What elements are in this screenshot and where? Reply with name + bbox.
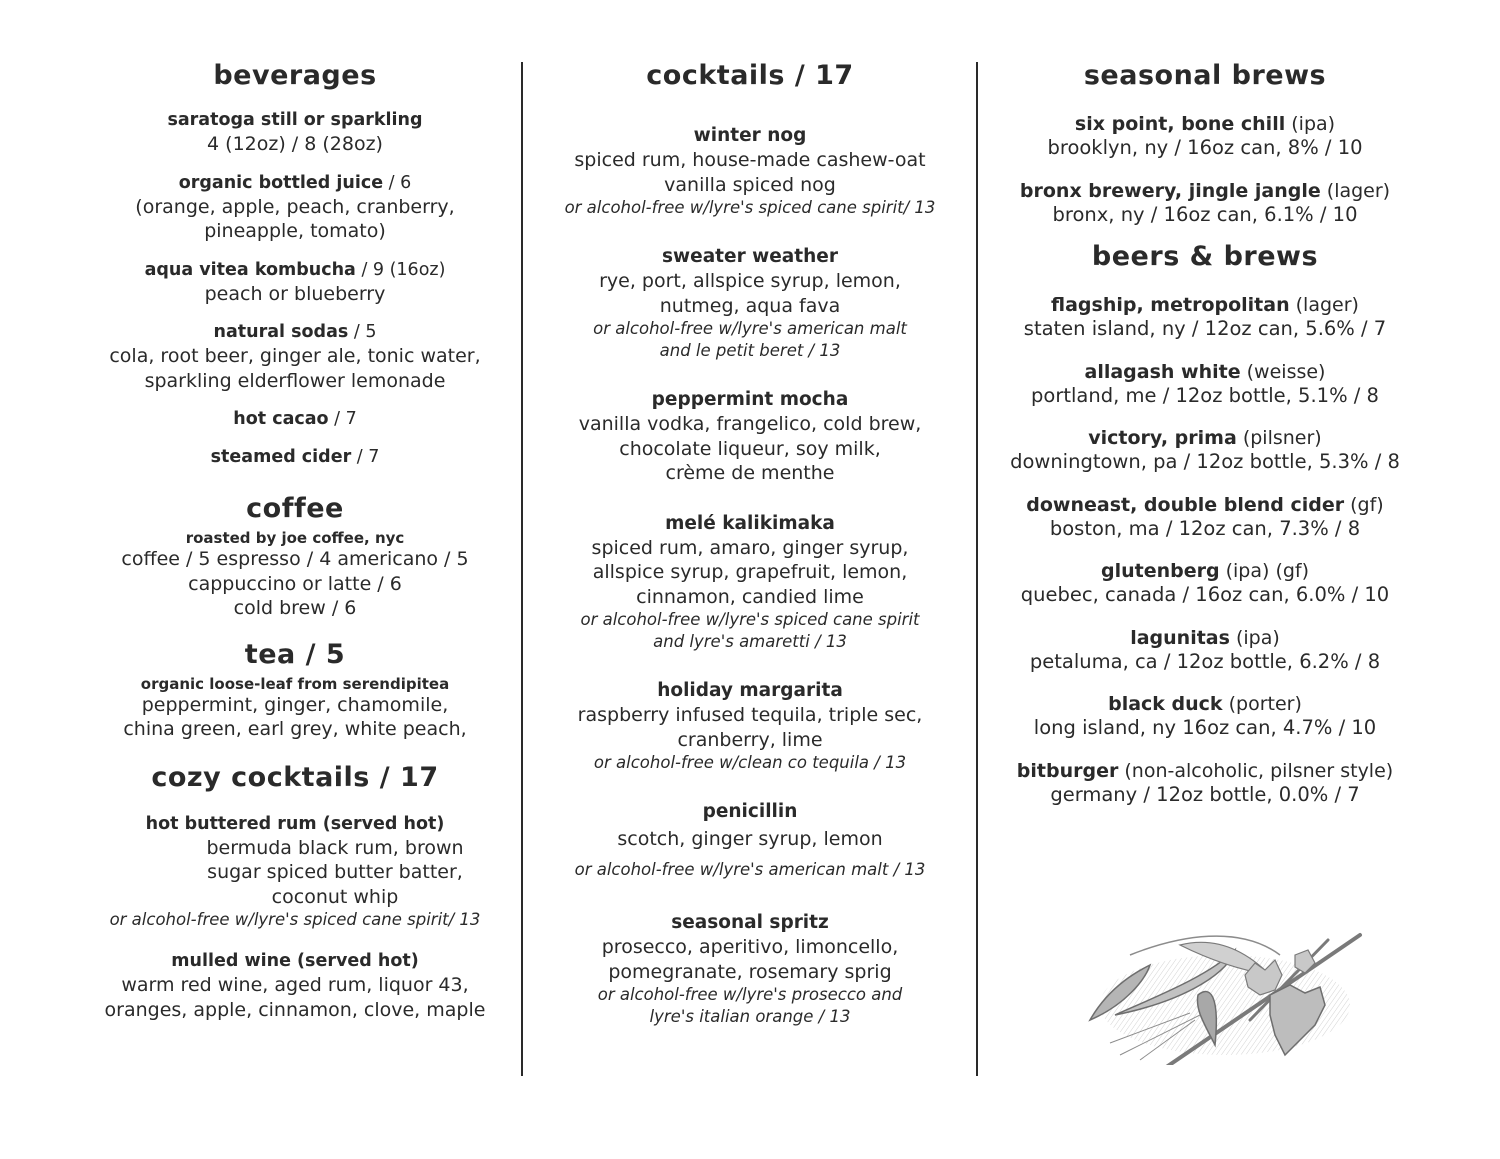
item-description: crème de menthe (665, 462, 835, 484)
beer-detail: long island, ny 16oz can, 4.7% / 10 (1033, 716, 1377, 739)
alcohol-free-option: or alcohol-free w/lyre's spiced cane spirit (580, 610, 920, 629)
item-description: pineapple, tomato) (204, 220, 386, 242)
coffee-section (90, 489, 500, 621)
menu-item (90, 171, 500, 244)
beer-style: (lager) (1289, 294, 1359, 316)
beer-style: (porter) (1222, 693, 1302, 715)
tea-section (90, 635, 500, 742)
item-description: spiced rum, house-made cashew-oat (574, 149, 926, 171)
beer-detail: petaluma, ca / 12oz bottle, 6.2% / 8 (1029, 649, 1381, 673)
item-price: / 6 (383, 172, 412, 193)
item-name: bronx brewery, jingle jangle (1019, 179, 1321, 202)
menu-item (90, 320, 500, 393)
beer-style: (pilsner) (1236, 427, 1322, 449)
item-price: / 5 (348, 322, 377, 342)
item-description: 4 (12oz) / 8 (28oz) (207, 133, 383, 155)
item-description: warm red wine, aged rum, liquor 43, (121, 974, 469, 996)
item-description: vanilla spiced nog (664, 173, 836, 196)
item-name: mulled wine (served hot) (171, 951, 419, 971)
beer-detail: brooklyn, ny / 16oz can, 8% / 10 (1047, 136, 1363, 159)
item-description: rye, port, allspice syrup, lemon, (599, 270, 901, 292)
menu-item (540, 679, 960, 774)
section-title-cocktails: cocktails / 17 (646, 60, 854, 91)
menu-item (540, 911, 960, 1028)
section-subtitle: roasted by joe coffee, nyc (185, 529, 405, 547)
botanical-sketch-icon (1070, 915, 1370, 1065)
item-description: cola, root beer, ginger ale, tonic water, (109, 345, 481, 367)
item-description: raspberry infused tequila, triple sec, (577, 704, 923, 726)
item-description: cinnamon, candied lime (636, 585, 864, 608)
beer-detail: staten island, ny / 12oz can, 5.6% / 7 (1023, 317, 1387, 340)
beer-detail: bronx, ny / 16oz can, 6.1% / 10 (1052, 202, 1358, 226)
alcohol-free-option: or alcohol-free w/lyre's spiced cane spirit/ 13 (564, 198, 936, 217)
item-name: sweater weather (662, 246, 838, 267)
coffee-line: cold brew / 6 (233, 597, 357, 619)
item-description: scotch, ginger syrup, lemon (617, 828, 883, 850)
item-description: peach or blueberry (204, 282, 386, 305)
item-name: victory, prima (1088, 427, 1237, 449)
menu-item (90, 258, 500, 307)
item-name: six point, bone chill (1074, 113, 1286, 135)
item-description: pomegranate, rosemary sprig (608, 960, 892, 983)
menu-item (90, 407, 500, 431)
beer-detail: portland, me / 12oz bottle, 5.1% / 8 (1031, 383, 1379, 407)
item-name: seasonal spritz (671, 912, 829, 933)
cozy-cocktails-section (90, 758, 500, 1023)
menu-item (540, 388, 960, 486)
item-name: hot buttered rum (served hot) (145, 813, 445, 834)
beer-detail: germany / 12oz bottle, 0.0% / 7 (1050, 782, 1360, 806)
alcohol-free-option: or alcohol-free w/lyre's spiced cane spirit/ 13 (109, 910, 481, 929)
menu-item (995, 426, 1415, 475)
item-name: flagship, metropolitan (1051, 294, 1290, 316)
menu-item (995, 179, 1415, 228)
menu-item (540, 800, 960, 885)
item-price: / 7 (351, 447, 380, 467)
item-name: steamed cider (210, 447, 352, 467)
item-description: coconut whip (271, 885, 399, 908)
menu-item (90, 812, 500, 932)
item-name: aqua vitea kombucha (144, 259, 356, 280)
alcohol-free-option: and le petit beret / 13 (659, 341, 841, 360)
menu-item (995, 293, 1415, 342)
menu-item (90, 445, 500, 469)
tea-line: china green, earl grey, white peach, (123, 718, 467, 740)
tea-line: peppermint, ginger, chamomile, (141, 693, 449, 716)
item-description: nutmeg, aqua fava (659, 294, 841, 317)
beer-style: (lager) (1320, 179, 1391, 202)
item-name: lagunitas (1130, 626, 1230, 649)
beer-style: (non-alcoholic, pilsner style) (1118, 759, 1394, 782)
item-description: vanilla vodka, frangelico, cold brew, (578, 413, 922, 435)
section-title-seasonal-brews: seasonal brews (1083, 60, 1327, 91)
menu-item (995, 112, 1415, 161)
menu-item (995, 626, 1415, 675)
beer-style: (weisse) (1240, 360, 1326, 383)
item-description: sugar spiced butter batter, (207, 861, 463, 883)
item-name: natural sodas (213, 322, 349, 342)
item-name: winter nog (693, 125, 807, 146)
item-name: penicillin (702, 801, 798, 822)
item-name: hot cacao (233, 409, 329, 429)
alcohol-free-option: or alcohol-free w/clean co tequila / 13 (593, 753, 907, 772)
item-name: melé kalikimaka (665, 512, 835, 534)
menu-item (995, 759, 1415, 808)
section-title-cozy-cocktails: cozy cocktails / 17 (151, 761, 439, 793)
alcohol-free-option: or alcohol-free w/lyre's american malt / 13 (574, 860, 926, 879)
item-description: oranges, apple, cinnamon, clove, maple (104, 998, 486, 1021)
beer-style: (ipa) (gf) (1219, 560, 1310, 582)
item-description: allspice syrup, grapefruit, lemon, (592, 561, 908, 583)
column-divider (521, 62, 523, 1076)
column-divider (976, 62, 978, 1076)
alcohol-free-option: lyre's italian orange / 13 (649, 1007, 851, 1026)
alcohol-free-option: or alcohol-free w/lyre's prosecco and (597, 985, 903, 1004)
item-name: downeast, double blend cider (1026, 493, 1345, 516)
menu-item (90, 108, 500, 157)
menu-item (995, 493, 1415, 542)
menu-item (540, 512, 960, 654)
item-description: cranberry, lime (677, 728, 823, 751)
item-price: / 9 (16oz) (355, 259, 446, 280)
item-name: holiday margarita (657, 680, 843, 701)
item-price: / 7 (328, 409, 357, 429)
beer-style: (gf) (1344, 493, 1384, 516)
alcohol-free-option: or alcohol-free w/lyre's american malt (593, 319, 907, 338)
section-title-tea: tea / 5 (244, 638, 346, 670)
item-name: glutenberg (1100, 560, 1220, 582)
item-description: chocolate liqueur, soy milk, (619, 437, 881, 460)
menu-item (90, 949, 500, 1022)
item-name: bitburger (1016, 759, 1119, 782)
item-name: allagash white (1084, 360, 1241, 383)
beer-style: (ipa) (1285, 113, 1336, 135)
menu-item (995, 692, 1415, 741)
beer-detail: downingtown, pa / 12oz bottle, 5.3% / 8 (1010, 450, 1400, 473)
coffee-line: coffee / 5 espresso / 4 americano / 5 (121, 548, 469, 570)
menu-item (540, 245, 960, 362)
section-title-beverages: beverages (213, 60, 377, 91)
menu-item (995, 360, 1415, 409)
item-description: prosecco, aperitivo, limoncello, (601, 936, 899, 958)
coffee-line: cappuccino or latte / 6 (188, 572, 402, 595)
section-subtitle: organic loose-leaf from serendipitea (140, 674, 450, 693)
beer-style: (ipa) (1229, 626, 1280, 649)
beer-detail: boston, ma / 12oz can, 7.3% / 8 (1049, 516, 1361, 540)
item-description: spiced rum, amaro, ginger syrup, (591, 536, 909, 559)
beer-detail: quebec, canada / 16oz can, 6.0% / 10 (1020, 583, 1390, 606)
section-title-coffee: coffee (246, 493, 344, 524)
section-title-beers-brews: beers & brews (1091, 241, 1319, 272)
item-name: saratoga still or sparkling (167, 110, 423, 130)
item-name: peppermint mocha (651, 389, 849, 410)
item-name: organic bottled juice (178, 172, 384, 193)
alcohol-free-option: and lyre's amaretti / 13 (653, 632, 847, 651)
item-name: black duck (1108, 693, 1223, 715)
menu-item (995, 559, 1415, 608)
item-description: bermuda black rum, brown (206, 836, 464, 859)
item-description: sparkling elderflower lemonade (144, 369, 446, 392)
item-description: (orange, apple, peach, cranberry, (135, 195, 455, 218)
menu-column-right (995, 56, 1415, 807)
menu-column-middle (540, 56, 960, 1028)
menu-column-left (90, 56, 500, 1022)
menu-item (540, 124, 960, 219)
